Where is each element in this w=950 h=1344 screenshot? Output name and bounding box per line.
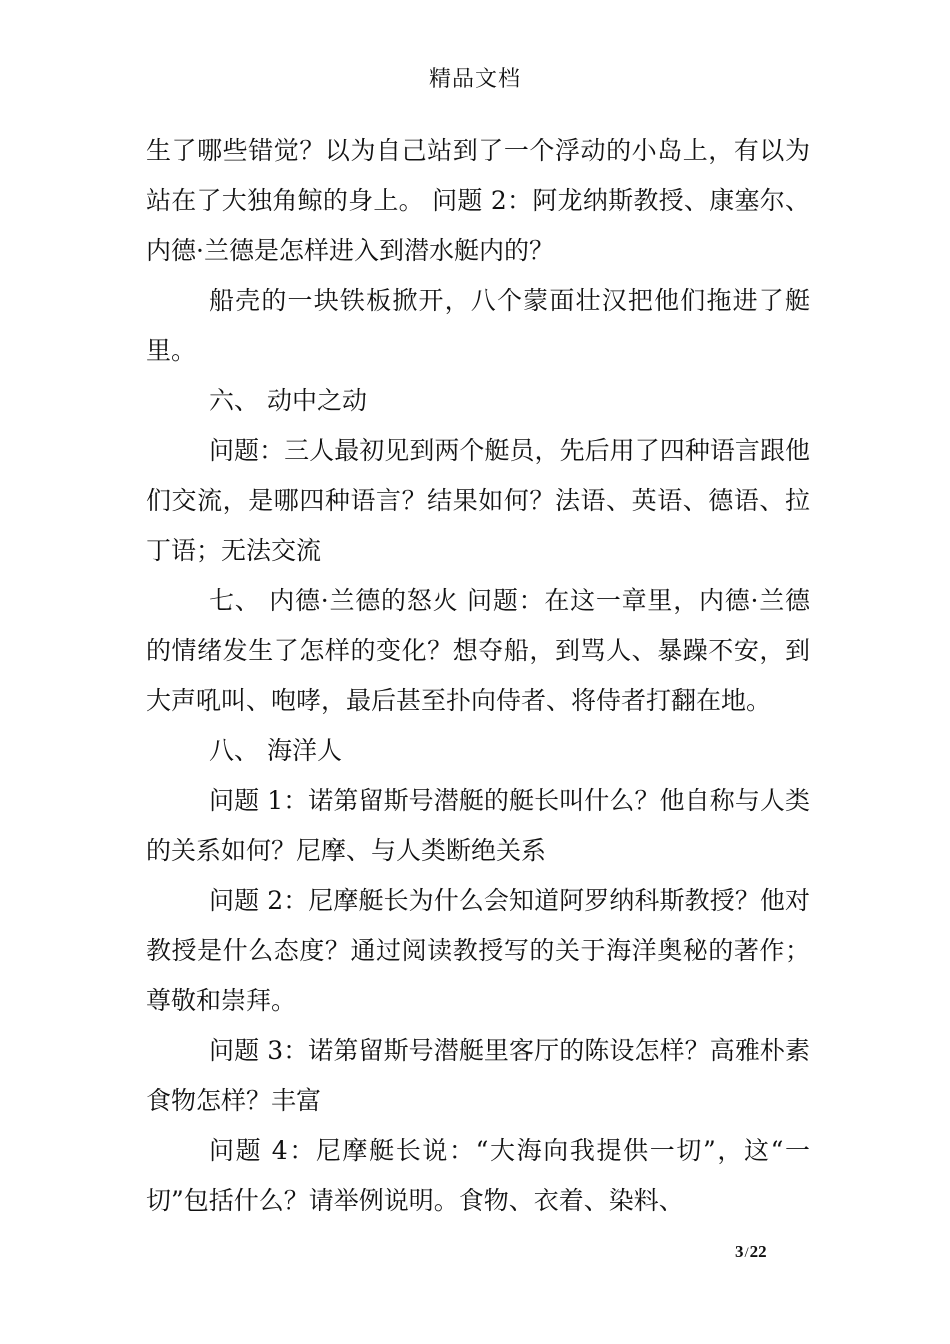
- paragraph: 问题 3：诺第留斯号潜艇里客厅的陈设怎样？高雅朴素食物怎样？丰富: [146, 1036, 810, 1115]
- section-heading: 七、 内德·兰德的怒火 问题：在这一章里，内德·兰德的情绪发生了怎样的变化？想夺船，到骂人、暴躁不安，到大声吼叫、咆哮，最后甚至扑向侍者、将侍者打翻在地。: [146, 586, 810, 715]
- paragraph: 问题 1：诺第留斯号潜艇的艇长叫什么？他自称与人类的关系如何？尼摩、与人类断绝关系: [146, 786, 810, 865]
- page-number-separator: /: [744, 1245, 749, 1261]
- document-body: [146, 126, 810, 1226]
- paragraph: 问题：三人最初见到两个艇员，先后用了四种语言跟他们交流，是哪四种语言？结果如何？法语、英语、德语、拉丁语；无法交流: [146, 436, 810, 565]
- current-page-number: 3: [735, 1242, 744, 1261]
- paragraph: 生了哪些错觉？以为自己站到了一个浮动的小岛上，有以为站在了大独角鲸的身上。 问题 2：阿龙纳斯教授、康塞尔、内德·兰德是怎样进入到潜水艇内的？: [146, 136, 810, 265]
- total-page-count: 22: [749, 1242, 767, 1261]
- paragraph: 船壳的一块铁板掀开，八个蒙面壮汉把他们拖进了艇里。: [146, 286, 810, 365]
- page-number: [735, 1242, 767, 1262]
- paragraph: 问题 4：尼摩艇长说：“大海向我提供一切”，这“一切”包括什么？请举例说明。食物、衣着、染料、: [146, 1136, 810, 1215]
- section-heading: 八、 海洋人: [209, 736, 342, 765]
- page-header: 精品文档: [428, 67, 521, 92]
- section-heading: 六、 动中之动: [209, 386, 367, 415]
- paragraph: 问题 2：尼摩艇长为什么会知道阿罗纳科斯教授？他对教授是什么态度？通过阅读教授写的关于海洋奥秘的著作；尊敬和崇拜。: [146, 886, 810, 1015]
